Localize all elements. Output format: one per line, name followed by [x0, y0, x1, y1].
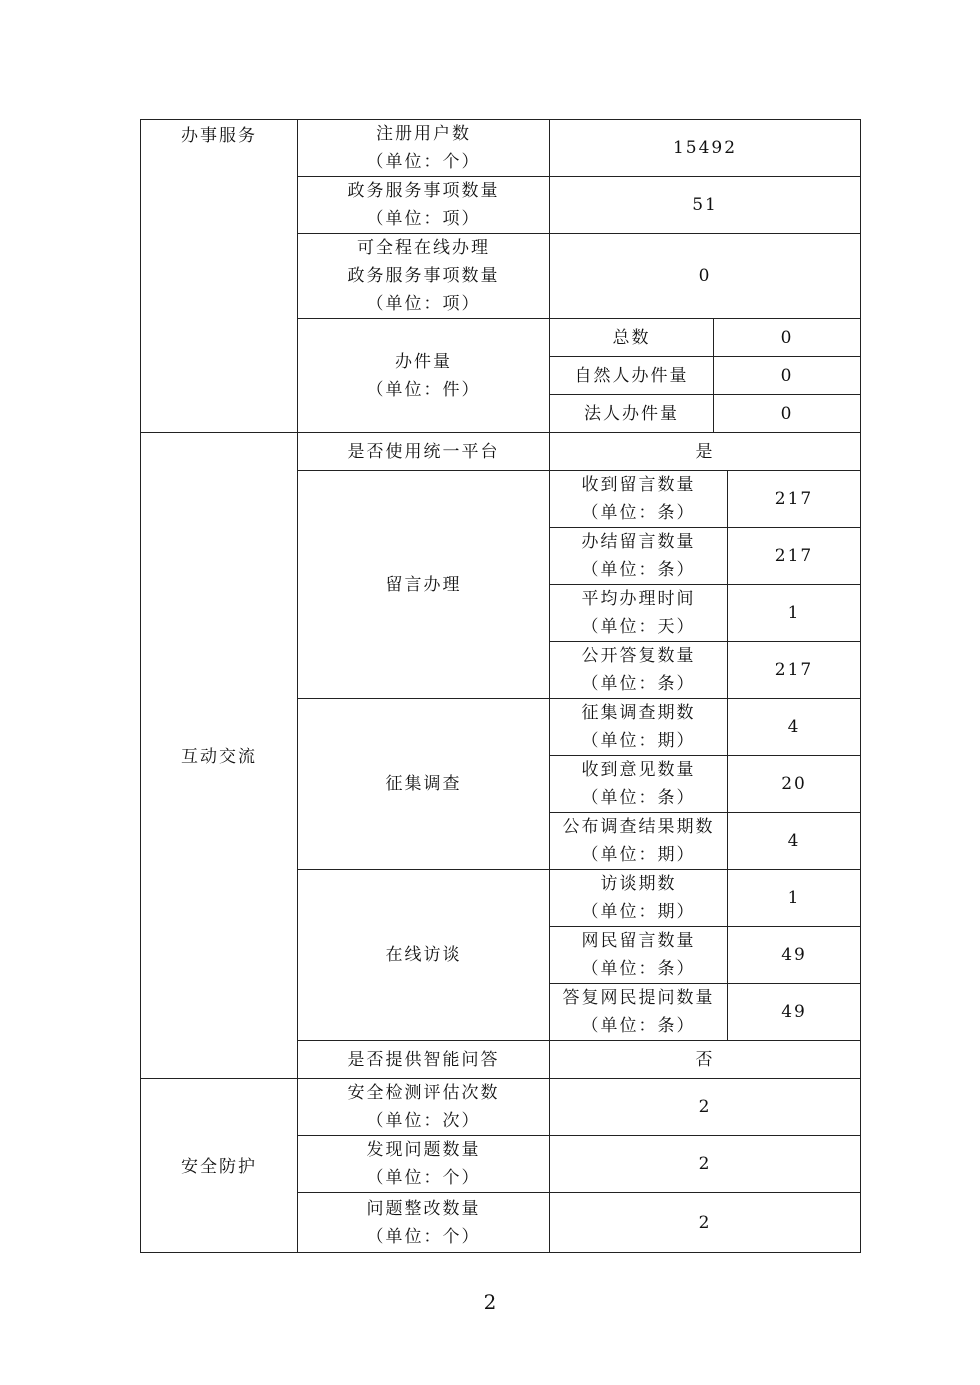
value-cell: 217	[728, 471, 861, 528]
row-label: 是否使用统一平台	[298, 433, 550, 471]
value-cell: 2	[550, 1079, 861, 1136]
value-cell: 49	[728, 984, 861, 1041]
category-interaction: 互动交流	[141, 433, 298, 1079]
row-label: 问题整改数量 （单位：个）	[298, 1193, 550, 1253]
value-cell: 否	[550, 1041, 861, 1079]
value-cell: 49	[728, 927, 861, 984]
value-cell: 20	[728, 756, 861, 813]
value-cell: 217	[728, 528, 861, 585]
sub-label: 收到留言数量 （单位：条）	[550, 471, 728, 528]
group-label: 留言办理	[298, 471, 550, 699]
value-cell: 0	[550, 234, 861, 319]
category-service: 办事服务	[141, 120, 298, 433]
sub-label: 征集调查期数 （单位：期）	[550, 699, 728, 756]
sub-label: 平均办理时间 （单位：天）	[550, 585, 728, 642]
sub-label: 访谈期数 （单位：期）	[550, 870, 728, 927]
row-label: 安全检测评估次数 （单位：次）	[298, 1079, 550, 1136]
sub-label: 收到意见数量 （单位：条）	[550, 756, 728, 813]
value-cell: 0	[714, 395, 861, 433]
value-cell: 51	[550, 177, 861, 234]
value-cell: 4	[728, 813, 861, 870]
sub-label: 答复网民提问数量 （单位：条）	[550, 984, 728, 1041]
value-cell: 是	[550, 433, 861, 471]
value-cell: 217	[728, 642, 861, 699]
group-label: 在线访谈	[298, 870, 550, 1041]
table-row	[141, 1079, 861, 1136]
sub-label: 网民留言数量 （单位：条）	[550, 927, 728, 984]
sub-label: 办结留言数量 （单位：条）	[550, 528, 728, 585]
statistics-table	[140, 119, 861, 1253]
row-label: 注册用户数 （单位：个）	[298, 120, 550, 177]
value-cell: 0	[714, 357, 861, 395]
value-cell: 2	[550, 1193, 861, 1253]
sub-label: 公开答复数量 （单位：条）	[550, 642, 728, 699]
sub-label: 总数	[550, 319, 714, 357]
row-label: 政务服务事项数量 （单位：项）	[298, 177, 550, 234]
row-label: 可全程在线办理 政务服务事项数量 （单位：项）	[298, 234, 550, 319]
value-cell: 4	[728, 699, 861, 756]
table-row	[141, 120, 861, 177]
row-label: 办件量 （单位：件）	[298, 319, 550, 433]
sub-label: 自然人办件量	[550, 357, 714, 395]
value-cell: 15492	[550, 120, 861, 177]
category-security: 安全防护	[141, 1079, 298, 1253]
page-number: 2	[483, 1290, 497, 1314]
sub-label: 法人办件量	[550, 395, 714, 433]
value-cell: 2	[550, 1136, 861, 1193]
value-cell: 0	[714, 319, 861, 357]
table-row	[141, 433, 861, 471]
value-cell: 1	[728, 585, 861, 642]
sub-label: 公布调查结果期数 （单位：期）	[550, 813, 728, 870]
row-label: 发现问题数量 （单位：个）	[298, 1136, 550, 1193]
group-label: 征集调查	[298, 699, 550, 870]
value-cell: 1	[728, 870, 861, 927]
row-label: 是否提供智能问答	[298, 1041, 550, 1079]
